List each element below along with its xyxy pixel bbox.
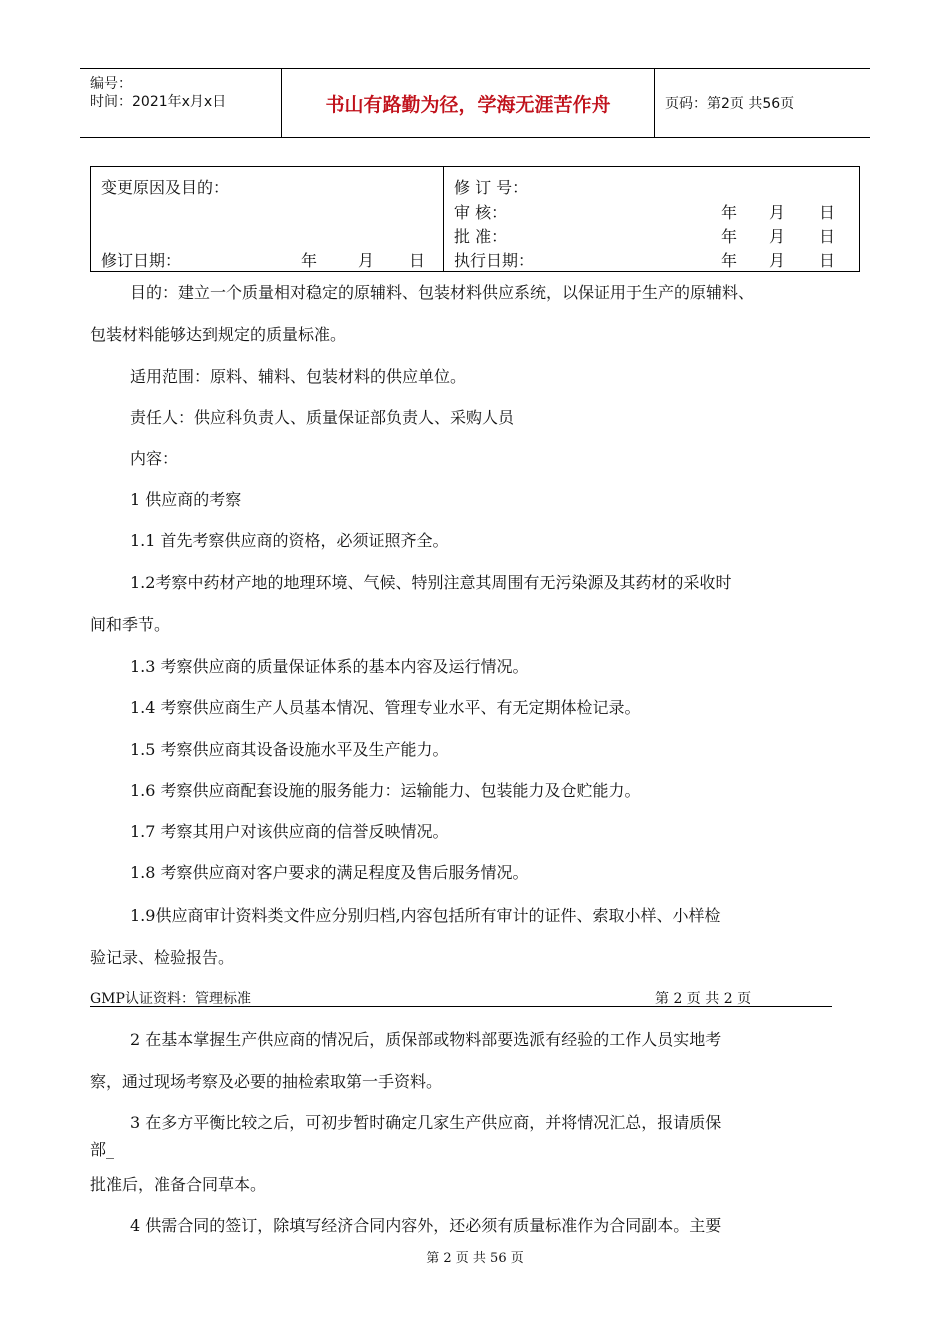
list-item: 4 供需合同的签订，除填写经济合同内容外，还必须有质量标准作为合同副本。主要 [130, 1216, 722, 1235]
document-header [80, 68, 870, 138]
page-number: 第 2 页 共 56 页 [426, 1251, 524, 1266]
list-item-cont: 部_ [90, 1140, 115, 1159]
list-item: 1.1 首先考察供应商的资格，必须证照齐全。 [130, 531, 449, 550]
paragraph-purpose-cont: 包装材料能够达到规定的质量标准。 [90, 325, 347, 344]
list-item: 1.3 考察供应商的质量保证体系的基本内容及运行情况。 [130, 657, 529, 676]
day-label: 日 [819, 227, 836, 246]
list-item-cont: 验记录、检验报告。 [90, 948, 235, 967]
year-label: 年 [721, 203, 738, 222]
revise-no-label: 修 订 号： [454, 178, 529, 197]
date-line: 时间：2021年x月x日 [90, 94, 227, 110]
paragraph-content: 内容： [130, 449, 179, 468]
day-label: 日 [819, 203, 836, 222]
year-label: 年 [721, 227, 738, 246]
exec-date-label: 执行日期： [454, 251, 535, 270]
list-item-cont: 间和季节。 [90, 615, 171, 634]
list-item: 1.9供应商审计资料类文件应分别归档,内容包括所有审计的证件、索取小样、小样检 [130, 906, 721, 925]
approve-label: 批 准： [454, 227, 508, 246]
list-item-cont: 察，通过现场考察及必要的抽检索取第一手资料。 [90, 1072, 443, 1091]
paragraph-responsible: 责任人：供应科负责人、质量保证部负责人、采购人员 [130, 408, 515, 427]
review-label: 审 核： [454, 203, 508, 222]
reason-label: 变更原因及目的： [101, 178, 230, 197]
page-footer [90, 988, 832, 1007]
footer-left: GMP认证资料：管理标准 [90, 991, 251, 1007]
revision-right-cell [444, 167, 859, 271]
revise-date-label: 修订日期： [101, 251, 182, 270]
list-item: 2 在基本掌握生产供应商的情况后，质保部或物料部要选派有经验的工作人员实地考 [130, 1030, 722, 1049]
list-item-cont: 批准后，准备合同草本。 [90, 1175, 267, 1194]
list-item: 1.5 考察供应商其设备设施水平及生产能力。 [130, 740, 449, 759]
section-heading: 1 供应商的考察 [130, 490, 242, 509]
paragraph-purpose: 目的：建立一个质量相对稳定的原辅料、包装材料供应系统，以保证用于生产的原辅料、 [130, 283, 755, 302]
list-item: 1.8 考察供应商对客户要求的满足程度及售后服务情况。 [130, 863, 529, 882]
motto: 书山有路勤为径，学海无涯苦作舟 [282, 69, 655, 137]
paragraph-scope: 适用范围：原料、辅料、包装材料的供应单位。 [130, 367, 467, 386]
year-label: 年 [301, 251, 318, 270]
month-label: 月 [358, 251, 375, 270]
month-label: 月 [769, 203, 786, 222]
year-label: 年 [721, 251, 738, 270]
list-item: 1.6 考察供应商配套设施的服务能力：运输能力、包装能力及仓贮能力。 [130, 781, 641, 800]
revision-left-cell [91, 167, 444, 271]
footer-right: 第 2 页 共 2 页 [655, 991, 752, 1007]
month-label: 月 [769, 251, 786, 270]
list-item: 3 在多方平衡比较之后，可初步暂时确定几家生产供应商，并将情况汇总，报请质保 [130, 1113, 722, 1132]
list-item: 1.2考察中药材产地的地理环境、气候、特别注意其周围有无污染源及其药材的采收时 [130, 573, 732, 592]
day-label: 日 [819, 251, 836, 270]
header-meta [80, 69, 282, 137]
month-label: 月 [769, 227, 786, 246]
number-label: 编号： [90, 76, 132, 92]
page-info: 页码：第2页 共56页 [665, 96, 795, 112]
list-item: 1.4 考察供应商生产人员基本情况、管理专业水平、有无定期体检记录。 [130, 698, 641, 717]
day-label: 日 [409, 251, 426, 270]
list-item: 1.7 考察其用户对该供应商的信誉反映情况。 [130, 822, 449, 841]
revision-table [90, 166, 860, 272]
